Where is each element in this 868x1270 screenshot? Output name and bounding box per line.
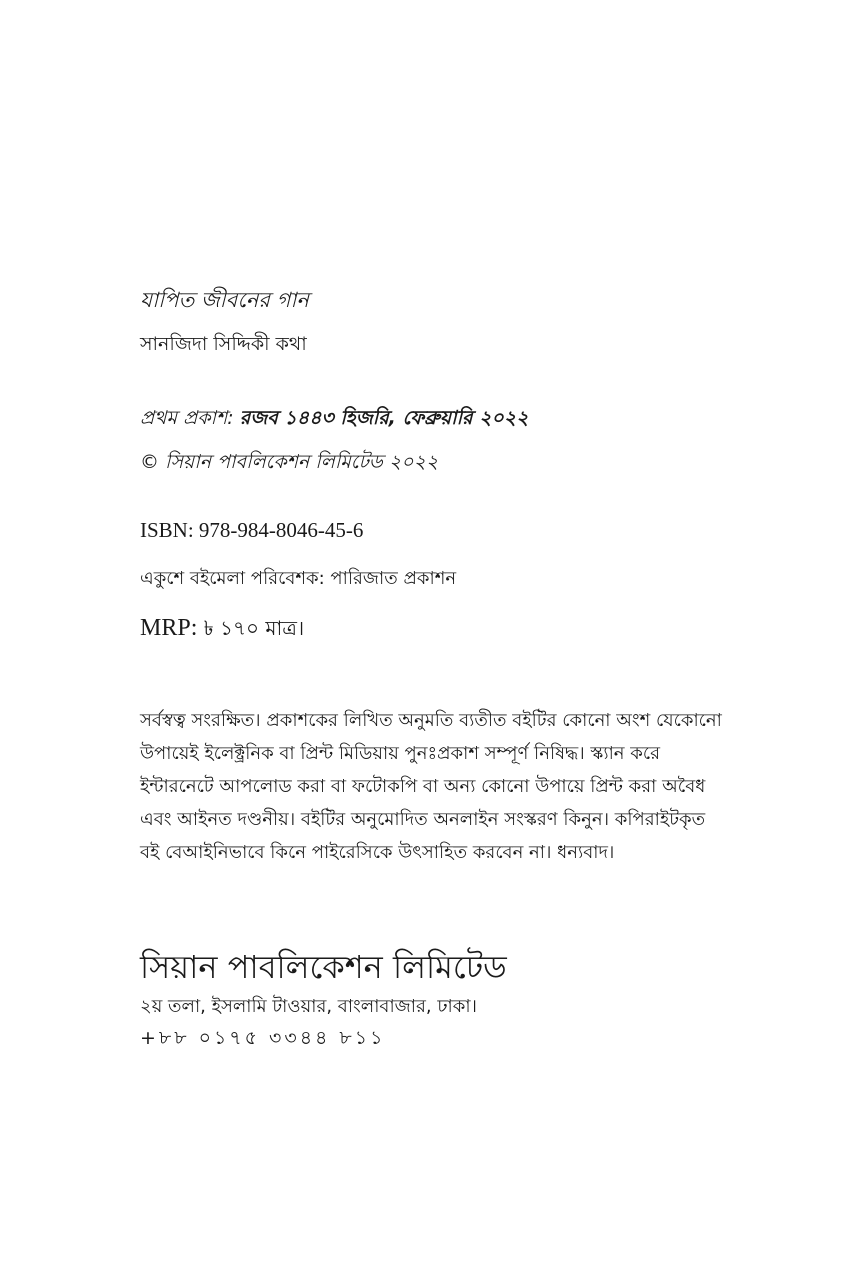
book-fair-distributor: একুশে বইমেলা পরিবেশক: পারিজাত প্রকাশন	[140, 568, 457, 589]
isbn: ISBN: 978-984-8046-45-6	[140, 518, 364, 542]
first-publication-label: প্রথম প্রকাশ:	[140, 407, 234, 429]
author-name: সানজিদা সিদ্দিকী কথা	[140, 333, 307, 355]
price-value: ৳ ১৭০ মাত্র।	[203, 616, 305, 640]
publisher-address: ২য় তলা, ইসলামি টাওয়ার, বাংলাবাজার, ঢাকা।	[140, 996, 477, 1017]
publisher-name: সিয়ান পাবলিকেশন লিমিটেড	[140, 948, 507, 986]
rights-notice-line: উপায়েই ইলেক্ট্রনিক বা প্রিন্ট মিডিয়ায় পুনঃপ্রকাশ সম্পূর্ণ নিষিদ্ধ। স্ক্যান করে	[140, 743, 660, 764]
book-title: যাপিত জীবনের গান	[140, 288, 309, 312]
first-publication-date: রজব ১৪৪৩ হিজরি, ফেব্রুয়ারি ২০২২	[239, 407, 529, 429]
price	[140, 614, 304, 647]
rights-notice-line: এবং আইনত দণ্ডনীয়। বইটির অনুমোদিত অনলাইন সংস্করণ কিনুন। কপিরাইটকৃত	[140, 809, 706, 830]
rights-notice-line: বই বেআইনিভাবে কিনে পাইরেসিকে উৎসাহিত করবেন না। ধন্যবাদ।	[140, 842, 615, 863]
rights-notice-line: সর্বস্বত্ব সংরক্ষিত। প্রকাশকের লিখিত অনুমতি ব্যতীত বইটির কোনো অংশ যেকোনো	[140, 710, 722, 731]
price-label: MRP:	[140, 615, 198, 641]
copyright-line: © সিয়ান পাবলিকেশন লিমিটেড ২০২২	[140, 451, 439, 473]
publisher-phone: +৮৮ ০১৭৫ ৩৩৪৪ ৮১১	[140, 1027, 386, 1049]
rights-notice-line: ইন্টারনেটে আপলোড করা বা ফটোকপি বা অন্য কোনো উপায়ে প্রিন্ট করা অবৈধ	[140, 776, 706, 797]
rights-notice	[140, 704, 732, 869]
first-publication	[140, 404, 529, 436]
